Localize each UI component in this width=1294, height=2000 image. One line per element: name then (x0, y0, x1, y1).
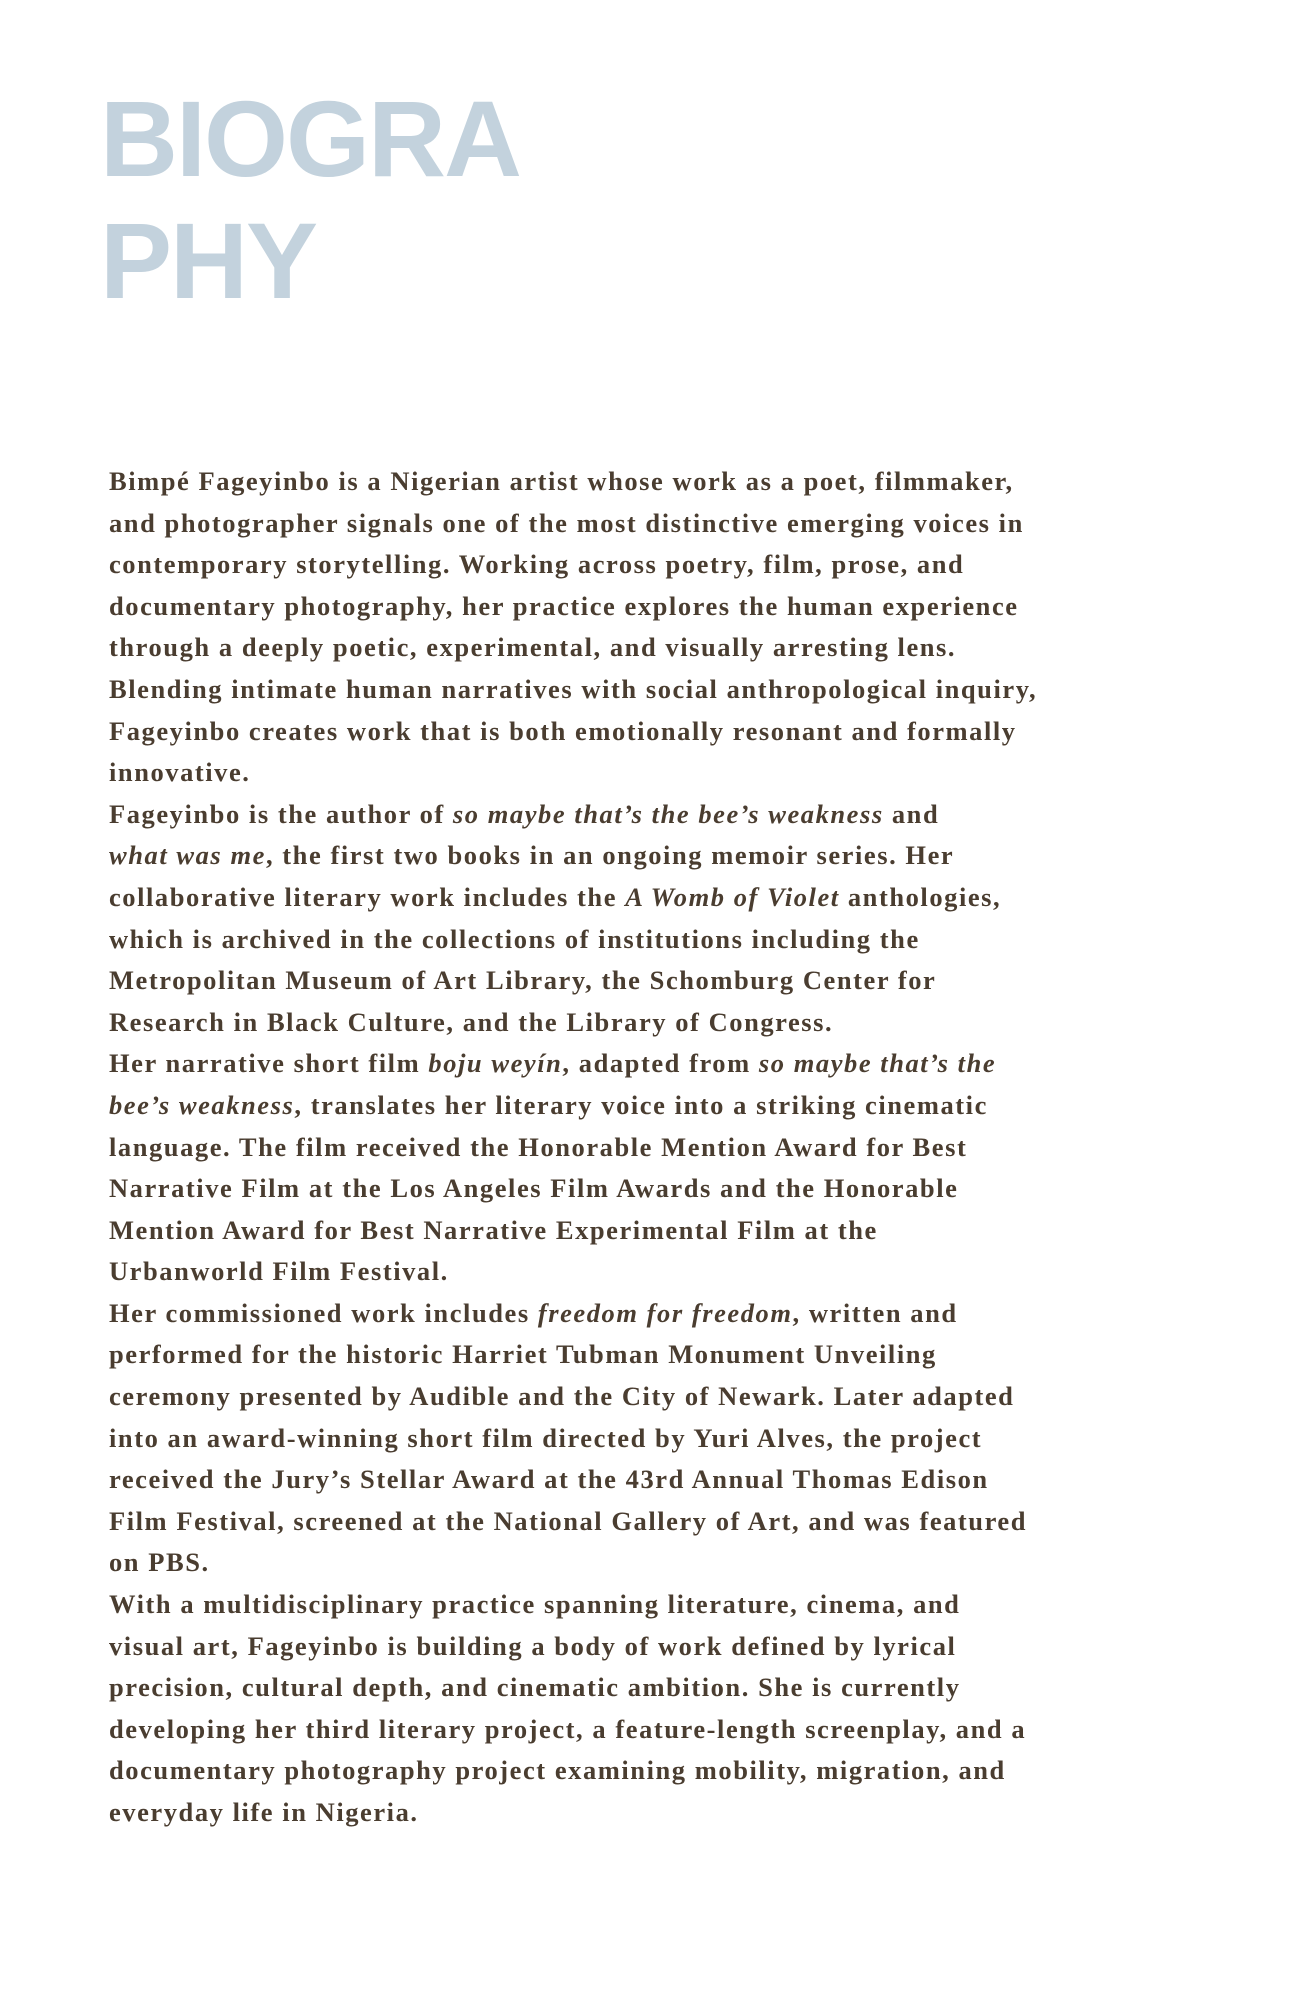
text-line (109, 1043, 1189, 1085)
book-title: what was me (109, 840, 266, 871)
text-line: Narrative Film at the Los Angeles Film Awards and the Honorable (109, 1173, 959, 1204)
bio-paragraph-4 (109, 1293, 1189, 1584)
text-line: innovative. (109, 757, 251, 788)
text-line (109, 1293, 1189, 1335)
text-line: Research in Black Culture, and the Library of Congress. (109, 1006, 834, 1037)
book-title: so maybe that’s the bee’s weakness (452, 798, 884, 829)
page-title (100, 78, 520, 322)
page-title-line-1: BIOGRA (100, 78, 520, 199)
text-segment: Her narrative short film (109, 1048, 429, 1079)
text-segment: collaborative literary work includes the (109, 881, 626, 912)
text-segment: anthologies, (839, 881, 1002, 912)
text-line: precision, cultural depth, and cinematic ambition. She is currently (109, 1672, 961, 1703)
work-title: freedom for freedom (537, 1297, 793, 1328)
bio-paragraph-1 (109, 461, 1189, 794)
text-line: visual art, Fageyinbo is building a body of work defined by lyrical (109, 1630, 957, 1661)
text-line: into an award-winning short film directed by Yuri Alves, the project (109, 1422, 983, 1453)
text-line (109, 1085, 1189, 1127)
book-title: so maybe that’s the (758, 1048, 997, 1079)
text-line: documentary photography, her practice explores the human experience (109, 590, 1019, 621)
text-line: Bimpé Fageyinbo is a Nigerian artist whose work as a poet, filmmaker, (109, 466, 1014, 496)
text-line: Blending intimate human narratives with social anthropological inquiry, (109, 673, 1038, 704)
text-segment: , translates her literary voice into a striking cinematic (294, 1089, 988, 1120)
text-segment: and (883, 798, 940, 829)
text-line: performed for the historic Harriet Tubman Monument Unveiling (109, 1339, 937, 1370)
page-title-line-2: PHY (100, 200, 317, 321)
text-line: Urbanworld Film Festival. (109, 1256, 449, 1287)
text-segment: , written and (792, 1297, 958, 1328)
text-line: Metropolitan Museum of Art Library, the Schomburg Center for (109, 965, 937, 996)
text-line: documentary photography project examining mobility, migration, and (109, 1755, 1006, 1786)
text-line: and photographer signals one of the most distinctive emerging voices in (109, 507, 1024, 538)
text-line: ceremony presented by Audible and the City of Newark. Later adapted (109, 1381, 1015, 1412)
book-title: bee’s weakness (109, 1089, 295, 1120)
bio-paragraph-5 (109, 1584, 1189, 1834)
text-line: which is archived in the collections of institutions including the (109, 923, 920, 954)
text-line (109, 877, 1189, 919)
text-line: language. The film received the Honorable Mention Award for Best (109, 1131, 968, 1162)
text-line (109, 794, 1189, 836)
text-line: everyday life in Nigeria. (109, 1797, 419, 1827)
text-line: through a deeply poetic, experimental, and visually arresting lens. (109, 632, 957, 663)
text-segment: Her commissioned work includes (109, 1297, 538, 1328)
text-line: With a multidisciplinary practice spanning literature, cinema, and (109, 1589, 961, 1620)
anthology-title: A Womb of Violet (625, 881, 840, 912)
text-line (109, 835, 1189, 877)
bio-paragraph-2 (109, 794, 1189, 1044)
text-segment: , adapted from (562, 1048, 759, 1079)
text-segment: , the first two books in an ongoing memoir series. Her (265, 840, 955, 871)
text-line: contemporary storytelling. Working across poetry, film, prose, and (109, 549, 965, 580)
text-line: Film Festival, screened at the National Gallery of Art, and was featured (109, 1505, 1028, 1536)
bio-paragraph-3 (109, 1043, 1189, 1293)
text-line: Mention Award for Best Narrative Experimental Film at the (109, 1214, 878, 1245)
text-line: received the Jury’s Stellar Award at the 43rd Annual Thomas Edison (109, 1464, 989, 1495)
biography-text (109, 461, 1189, 1834)
text-segment: Fageyinbo is the author of (109, 798, 453, 829)
text-line: on PBS. (109, 1547, 210, 1578)
text-line: Fageyinbo creates work that is both emotionally resonant and formally (109, 715, 1017, 746)
text-line: developing her third literary project, a feature-length screenplay, and a (109, 1713, 1027, 1744)
film-title: boju weyín (428, 1048, 563, 1079)
